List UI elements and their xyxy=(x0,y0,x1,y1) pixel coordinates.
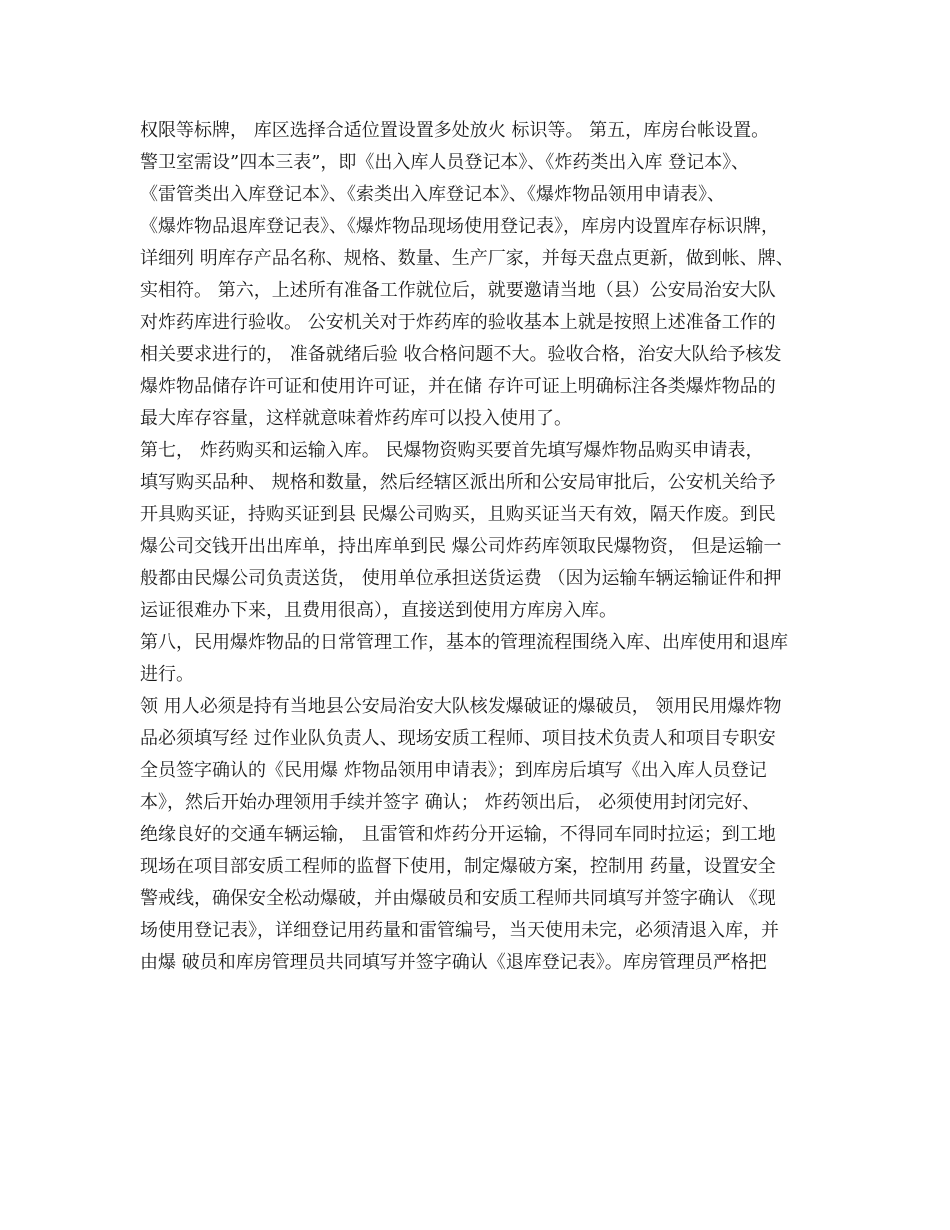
text-line: 填写购买品种、 规格和数量，然后经辖区派出所和公安局审批后，公安机关给予 xyxy=(140,472,776,493)
text-line: 警戒线，确保安全松动爆破，并由爆破员和安质工程师共同填写并签字确认 《现 xyxy=(140,888,776,909)
text-line: 详细列 明库存产品名称、规格、数量、生产厂家，并每天盘点更新，做到帐、牌、 xyxy=(140,248,794,269)
text-line: 运证很难办下来，且费用很高），直接送到使用方库房入库。 xyxy=(140,600,617,621)
text-line: 警卫室需设”四本三表”，即《出入库人员登记本》、《炸药类出入库 登记本》、 xyxy=(140,152,750,173)
text-line: 权限等标牌， 库区选择合适位置设置多处放火 标识等。 第五，库房台帐设置。 xyxy=(140,120,770,141)
text-line: 本》，然后开始办理领用手续并签字 确认； 炸药领出后， 必须使用封闭完好、 xyxy=(140,792,761,813)
text-line: 实相符。 第六，上述所有准备工作就位后，就要邀请当地（县）公安局治安大队 xyxy=(140,280,776,301)
text-line: 开具购买证，持购买证到县 民爆公司购买，且购买证当天有效，隔天作废。到民 xyxy=(140,504,776,525)
text-line: 品必须填写经 过作业队负责人、现场安质工程师、项目技术负责人和项目专职安 xyxy=(140,728,776,749)
text-line: 相关要求进行的， 准备就绪后验 收合格问题不大。验收合格，治安大队给予核发 xyxy=(140,344,782,365)
text-line: 《爆炸物品退库登记表》、《爆炸物品现场使用登记表》，库房内设置库存标识牌， xyxy=(140,216,779,237)
text-line: 爆公司交钱开出出库单，持出库单到民 爆公司炸药库领取民爆物资， 但是运输一 xyxy=(140,536,782,557)
text-line: 全员签字确认的《民用爆 炸物品领用申请表》；到库房后填写《出入库人员登记 xyxy=(140,760,767,781)
text-line: 爆炸物品储存许可证和使用许可证，并在储 存许可证上明确标注各类爆炸物品的 xyxy=(140,376,776,397)
text-line: 现场在项目部安质工程师的监督下使用，制定爆破方案，控制用 药量，设置安全 xyxy=(140,856,776,877)
text-line: 第八，民用爆炸物品的日常管理工作，基本的管理流程围绕入库、出库使用和退库 xyxy=(140,632,788,653)
text-line: 对炸药库进行验收。 公安机关对于炸药库的验收基本上就是按照上述准备工作的 xyxy=(140,312,776,333)
text-line: 般都由民爆公司负责送货， 使用单位承担送货运费 （因为运输车辆运输证件和押 xyxy=(140,568,782,589)
body-text xyxy=(140,115,830,979)
text-line: 《雷管类出入库登记本》、《索类出入库登记本》、《爆炸物品领用申请表》、 xyxy=(140,184,725,205)
text-line: 最大库存容量，这样就意味着炸药库可以投入使用了。 xyxy=(140,408,572,429)
text-line: 进行。 xyxy=(140,664,194,685)
text-line: 由爆 破员和库房管理员共同填写并签字确认《退库登记表》。库房管理员严格把 xyxy=(140,952,767,973)
text-line: 绝缘良好的交通车辆运输， 且雷管和炸药分开运输，不得同车同时拉运；到工地 xyxy=(140,824,776,845)
text-line: 第七， 炸药购买和运输入库。 民爆物资购买要首先填写爆炸物品购买申请表， xyxy=(140,440,764,461)
text-line: 场使用登记表》，详细登记用药量和雷管编号，当天使用未完，必须清退入库，并 xyxy=(140,920,779,941)
text-line: 领 用人必须是持有当地县公安局治安大队核发爆破证的爆破员， 领用民用爆炸物 xyxy=(140,696,782,717)
